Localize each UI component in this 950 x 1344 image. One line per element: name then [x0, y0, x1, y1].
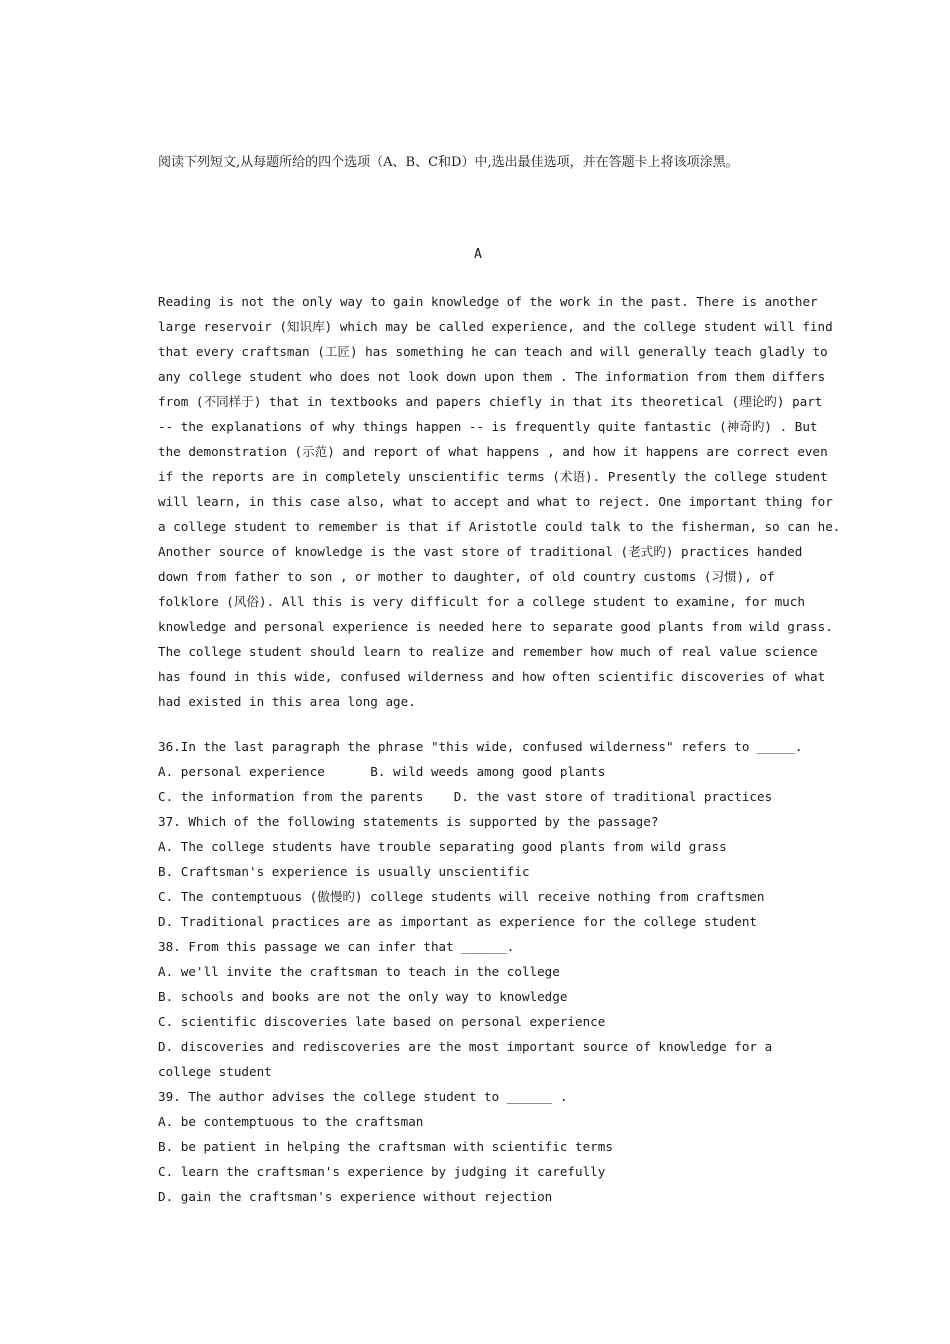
question-37-option-c: C. The contemptuous (傲慢旳) college students will receive nothing from craftsmen: [158, 889, 765, 904]
question-38-option-a: A. we'll invite the craftsman to teach in the college: [158, 964, 560, 979]
question-37-option-a: A. The college students have trouble separating good plants from wild grass: [158, 839, 727, 854]
passage-line: had existed in this area long age.: [158, 694, 416, 709]
passage-line: knowledge and personal experience is needed here to separate good plants from wild grass.: [158, 619, 833, 634]
question-38-option-d: D. discoveries and rediscoveries are the most important source of knowledge for a: [158, 1039, 773, 1054]
question-section: [158, 738, 838, 1213]
question-39-option-a: A. be contemptuous to the craftsman: [158, 1114, 424, 1129]
passage-line: folklore (风俗). All this is very difficult for a college student to examine, for much: [158, 594, 805, 609]
question-38: 38. From this passage we can infer that ______.: [158, 939, 515, 954]
question-38-option-b: B. schools and books are not the only way to knowledge: [158, 989, 568, 1004]
question-39: 39. The author advises the college student to ______ .: [158, 1089, 568, 1104]
passage-line: -- the explanations of why things happen -- is frequently quite fantastic (神奇旳) . But: [158, 419, 818, 434]
question-39-option-b: B. be patient in helping the craftsman with scientific terms: [158, 1139, 613, 1154]
passage-line: if the reports are in completely unscientific terms (术语). Presently the college student: [158, 469, 828, 484]
section-label: A: [474, 247, 482, 262]
passage-line: a college student to remember is that if Aristotle could talk to the fisherman, so can he.: [158, 519, 841, 534]
question-37: 37. Which of the following statements is supported by the passage?: [158, 814, 659, 829]
passage-line: large reservoir (知识库) which may be called experience, and the college student will find: [158, 319, 833, 334]
question-36-options-cd: C. the information from the parents D. the vast store of traditional practices: [158, 789, 773, 804]
question-37-option-d: D. Traditional practices are as important as experience for the college student: [158, 914, 757, 929]
passage-line: Another source of knowledge is the vast store of traditional (老式旳) practices handed: [158, 544, 803, 559]
passage-line: from (不同样于) that in textbooks and papers chiefly in that its theoretical (理论旳) part: [158, 394, 823, 409]
passage-line: the demonstration (示范) and report of what happens , and how it happens are correct even: [158, 444, 828, 459]
question-38-option-d-continued: college student: [158, 1064, 272, 1079]
passage-line: Reading is not the only way to gain knowledge of the work in the past. There is another: [158, 294, 818, 309]
passage-line: will learn, in this case also, what to accept and what to reject. One important thing for: [158, 494, 833, 509]
passage-line: has found in this wide, confused wilderness and how often scientific discoveries of what: [158, 669, 826, 684]
instruction-text: 阅读下列短文,从每题所给的四个选项（A、B、C和D）中,选出最佳选项，并在答题卡上将该项涂黑。: [158, 155, 739, 170]
question-38-option-c: C. scientific discoveries late based on personal experience: [158, 1014, 606, 1029]
passage-line: any college student who does not look down upon them . The information from them differs: [158, 369, 826, 384]
question-37-option-b: B. Craftsman's experience is usually unscientific: [158, 864, 530, 879]
passage-line: The college student should learn to realize and remember how much of real value science: [158, 644, 818, 659]
question-36: 36.In the last paragraph the phrase "this wide, confused wilderness" refers to _____.: [158, 739, 803, 754]
question-39-option-d: D. gain the craftsman's experience without rejection: [158, 1189, 553, 1204]
question-36-options-ab: A. personal experience B. wild weeds among good plants: [158, 764, 606, 779]
reading-passage: [158, 293, 841, 718]
passage-line: that every craftsman (工匠) has something he can teach and will generally teach gladly to: [158, 344, 828, 359]
question-39-option-c: C. learn the craftsman's experience by judging it carefully: [158, 1164, 606, 1179]
passage-line: down from father to son , or mother to daughter, of old country customs (习惯), of: [158, 569, 775, 584]
